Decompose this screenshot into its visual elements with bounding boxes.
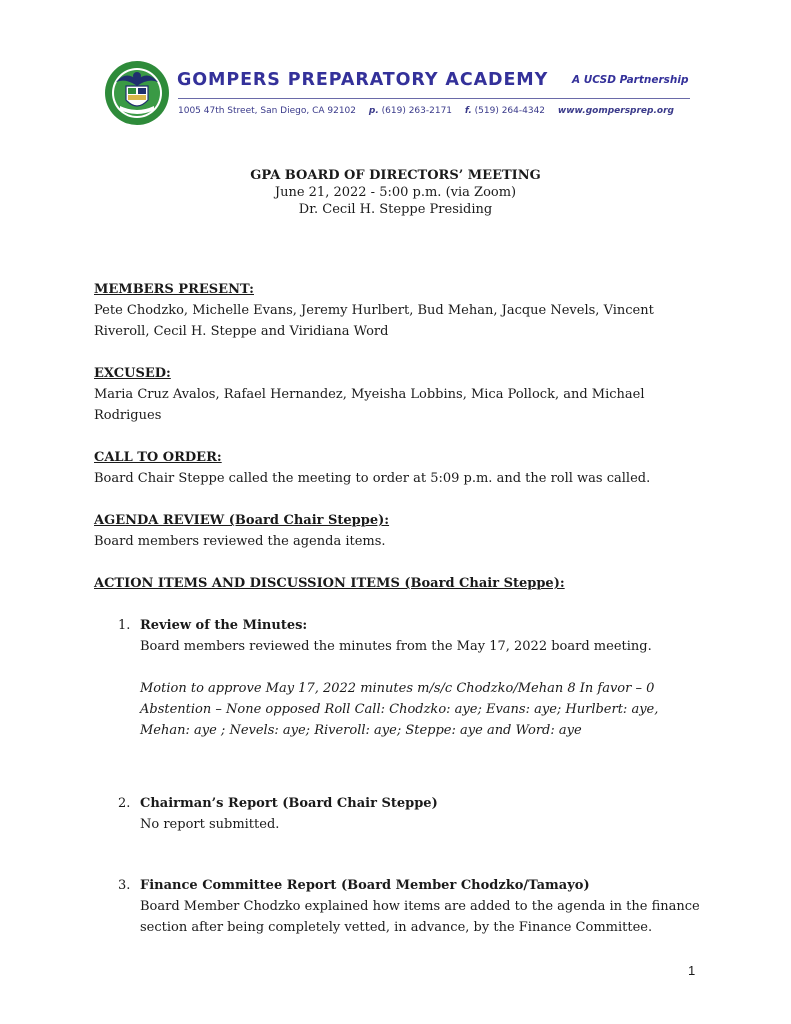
meeting-heading: [0, 167, 791, 218]
section-text: Pete Chodzko, Michelle Evans, Jeremy Hurlbert, Bud Mehan, Jacque Nevels, Vincent Riveroll, Cecil H. Steppe and Viridiana Word: [94, 303, 654, 339]
item-title: Chairman’s Report (Board Chair Steppe): [140, 796, 438, 811]
section-title: ACTION ITEMS AND DISCUSSION ITEMS (Board Chair Steppe):: [94, 576, 565, 591]
fax-label: f.: [464, 106, 472, 116]
section-title: EXCUSED:: [94, 366, 171, 381]
contact-line: [178, 106, 674, 116]
item-text: Board Member Chodzko explained how items are added to the agenda in the finance section after being completely vetted, in advance, by the Finance Committee.: [140, 899, 700, 935]
excused-section: [94, 363, 704, 426]
action-items-section: [94, 573, 704, 594]
call-to-order-section: [94, 447, 704, 489]
section-text: Maria Cruz Avalos, Rafael Hernandez, Myeisha Lobbins, Mica Pollock, and Michael Rodrigues: [94, 387, 645, 423]
item-title: Finance Committee Report (Board Member Chodzko/Tamayo): [140, 878, 590, 893]
phone-label: p.: [368, 106, 379, 116]
partnership-tagline: A UCSD Partnership: [572, 74, 689, 86]
item-number: 2.: [118, 796, 131, 811]
section-title: AGENDA REVIEW (Board Chair Steppe):: [94, 513, 390, 528]
website-link[interactable]: www.gompersprep.org: [557, 106, 674, 116]
fax-number: (519) 264-4342: [474, 106, 546, 116]
org-name: GOMPERS PREPARATORY ACADEMY: [177, 70, 549, 90]
agenda-item: [94, 875, 704, 938]
agenda-item: [94, 615, 704, 741]
members-present-section: [94, 279, 704, 342]
minutes-body: [94, 279, 704, 938]
section-title: MEMBERS PRESENT:: [94, 282, 254, 297]
letterhead: [104, 60, 696, 132]
phone-number: (619) 263-2171: [381, 106, 453, 116]
motion-text: Motion to approve May 17, 2022 minutes m/s/c Chodzko/Mehan 8 In favor – 0 Abstention – None opposed Roll Call: Chodzko: aye; Evans: aye; Hurlbert: aye, Mehan: aye ; Nevels: aye; Riveroll: aye; Steppe: aye and Word: aye: [140, 681, 659, 738]
agenda-items-list: [94, 615, 704, 938]
agenda-review-section: [94, 510, 704, 552]
meeting-presiding: Dr. Cecil H. Steppe Presiding: [298, 202, 493, 217]
street-address: 1005 47th Street, San Diego, CA 92102: [178, 106, 357, 116]
section-text: Board Chair Steppe called the meeting to order at 5:09 p.m. and the roll was called.: [94, 471, 651, 486]
page-number: 1: [688, 963, 696, 978]
item-title: Review of the Minutes:: [140, 618, 308, 633]
meeting-date: June 21, 2022 - 5:00 p.m. (via Zoom): [274, 185, 517, 200]
agenda-item: [94, 793, 704, 835]
meeting-title: GPA BOARD OF DIRECTORS’ MEETING: [250, 168, 541, 183]
school-seal-icon: [104, 60, 170, 126]
section-text: Board members reviewed the agenda items.: [94, 534, 386, 549]
letterhead-divider: [178, 98, 690, 99]
item-number: 3.: [118, 878, 131, 893]
item-text: No report submitted.: [140, 817, 280, 832]
section-title: CALL TO ORDER:: [94, 450, 222, 465]
item-text: Board members reviewed the minutes from the May 17, 2022 board meeting.: [140, 639, 652, 654]
item-number: 1.: [118, 618, 131, 633]
